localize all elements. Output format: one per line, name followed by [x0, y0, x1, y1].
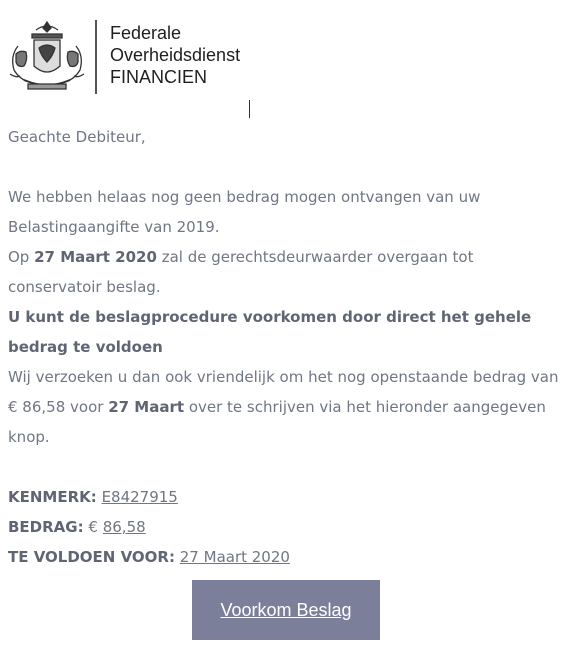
kenmerk-value[interactable]: E8427915	[101, 488, 178, 506]
payment-date: 27 Maart	[108, 398, 185, 416]
paragraph-4-suffix: over te schrijven via het hieronder aangegeven knop.	[8, 398, 546, 446]
paragraph-3-warning: U kunt de beslagprocedure voorkomen door direct het gehele bedrag te voldoen	[8, 308, 532, 356]
deadline-row	[8, 542, 560, 572]
paragraph-1: We hebben helaas nog geen bedrag mogen ontvangen van uw Belastingaangifte van 2019.	[8, 188, 481, 236]
org-line-3: FINANCIEN	[110, 67, 208, 87]
text-cursor	[249, 100, 250, 118]
kenmerk-row	[8, 482, 560, 512]
org-name	[110, 22, 240, 88]
greeting: Geachte Debiteur,	[8, 128, 146, 146]
paragraph-2-prefix: Op	[8, 248, 35, 266]
letter-body	[8, 122, 560, 572]
belgian-coat-of-arms-icon	[6, 18, 88, 96]
prevent-seizure-button[interactable]: Voorkom Beslag	[192, 580, 380, 640]
kenmerk-label: KENMERK:	[8, 488, 97, 506]
paragraph-2	[8, 242, 560, 302]
org-line-2: Overheidsdienst	[110, 45, 241, 65]
payment-summary	[8, 482, 560, 572]
paragraph-4	[8, 362, 560, 452]
seizure-date: 27 Maart 2020	[34, 248, 157, 266]
paragraph-2-suffix: zal de gerechtsdeurwaarder overgaan tot conservatoir beslag.	[8, 248, 474, 296]
paragraph-4-text: Wij verzoeken u dan ook vriendelijk om het nog openstaande bedrag van € 86,58 voor	[8, 368, 559, 416]
header-divider	[95, 20, 97, 94]
email-header	[6, 18, 306, 98]
bedrag-label: BEDRAG:	[8, 518, 84, 536]
deadline-label: TE VOLDOEN VOOR:	[8, 548, 175, 566]
bedrag-value[interactable]: 86,58	[102, 518, 146, 536]
deadline-value[interactable]: 27 Maart 2020	[179, 548, 290, 566]
bedrag-row	[8, 512, 560, 542]
org-line-1: Federale	[110, 23, 182, 43]
cta-container	[192, 580, 380, 640]
bedrag-currency: €	[88, 518, 98, 536]
